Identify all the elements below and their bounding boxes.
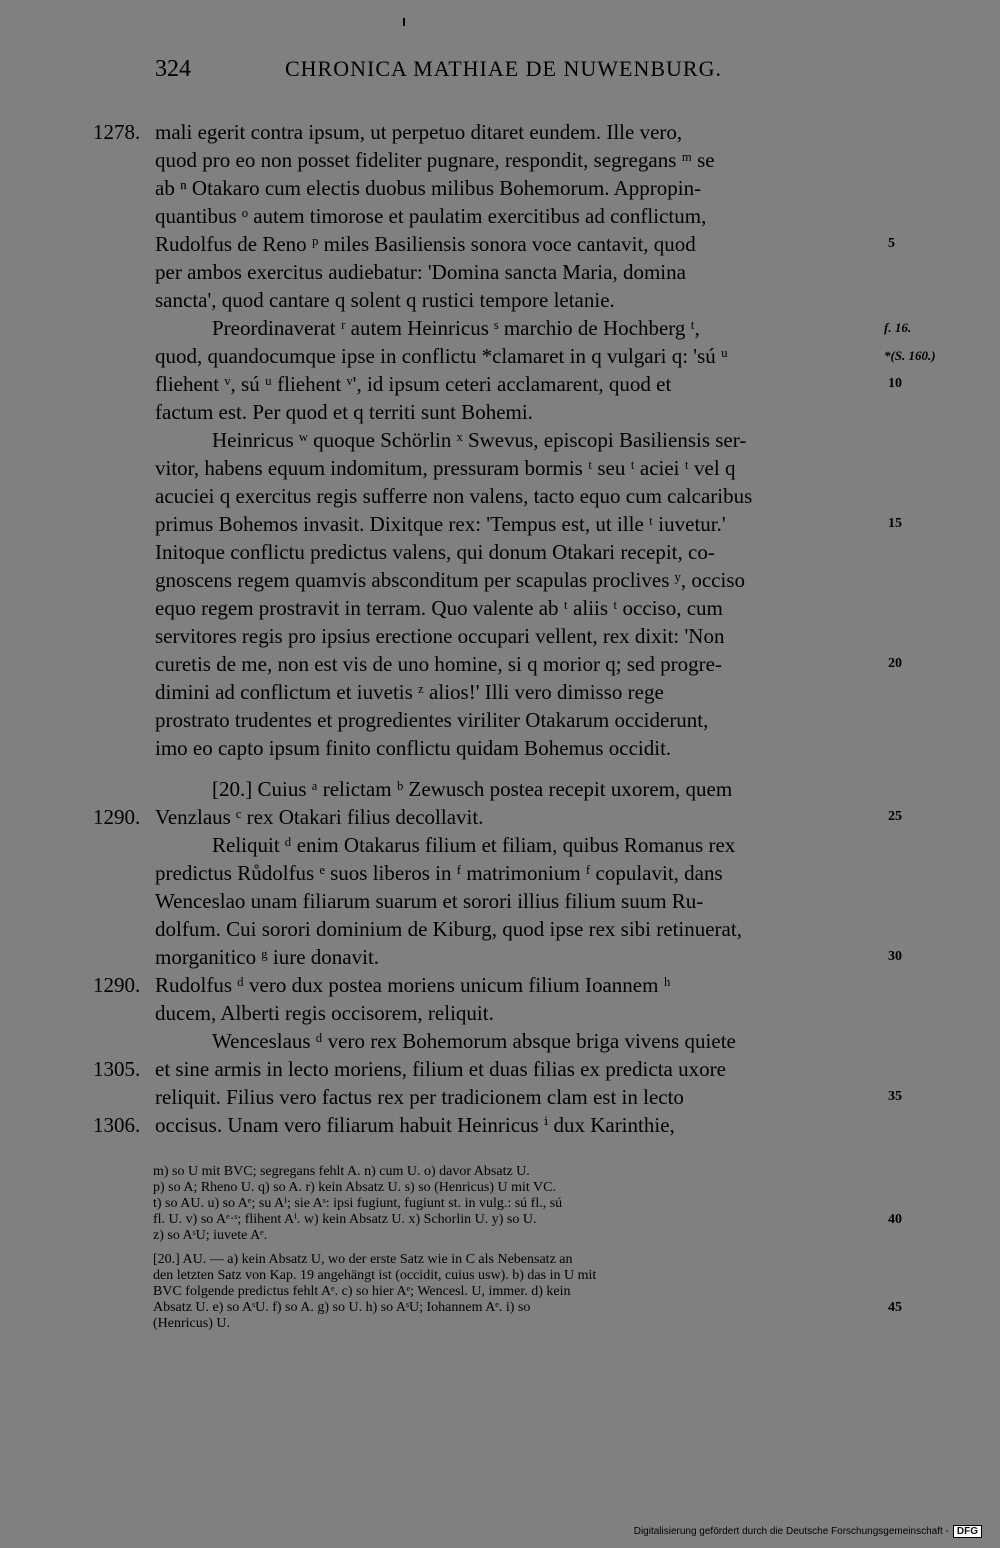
margin-note: *(S. 160.) — [884, 348, 936, 363]
text-line: Initoque conflictu predictus valens, qui donum Otakari recepit, co- — [155, 540, 715, 564]
dfg-logo: DFG — [953, 1525, 982, 1538]
text-line: morganitico ᵍ iure donavit. — [155, 945, 380, 969]
year-margin: 1305. — [93, 1057, 141, 1081]
page-number: 324 — [155, 56, 191, 82]
footnote-line: BVC folgende predictus fehlt Aᵉ. c) so hier Aᵉ; Wencesl. U, immer. d) kein — [153, 1284, 571, 1299]
page-title: CHRONICA MATHIAE DE NUWENBURG. — [285, 56, 722, 81]
year-margin: 1290. — [93, 973, 141, 997]
footnote-line: den letzten Satz von Kap. 19 angehängt ist (occidit, cuius usw). b) das in U mit — [153, 1268, 597, 1283]
text-line: quod, quandocumque ipse in conflictu *clamaret in q vulgari q: 'sú ᵘ — [155, 344, 728, 368]
line-number: 40 — [888, 1212, 902, 1227]
footnote-line: Absatz U. e) so AˢU. f) so A. g) so U. h) so AˢU; Iohannem Aᵉ. i) so — [153, 1300, 531, 1315]
text-line: primus Bohemos invasit. Dixitque rex: 'Tempus est, ut ille ᵗ iuvetur.' — [155, 512, 726, 536]
text-line: Wenceslaus ᵈ vero rex Bohemorum absque briga vivens quiete — [212, 1029, 736, 1053]
text-line: servitores regis pro ipsius erectione occupari vellent, rex dixit: 'Non — [155, 624, 725, 648]
footnote-line: p) so A; Rheno U. q) so A. r) kein Absatz U. s) so (Henricus) U mit VC. — [153, 1180, 556, 1195]
line-number: 35 — [888, 1089, 902, 1104]
text-line: [20.] Cuius ᵃ relictam ᵇ Zewusch postea recepit uxorem, quem — [212, 777, 733, 801]
footnote-line: t) so AU. u) so Aᵉ; su Aⁱ; sie Aˢ: ipsi fugiunt, fugiunt st. in vulg.: sú fl., sú — [153, 1196, 563, 1211]
line-number: 10 — [888, 376, 902, 391]
running-header — [155, 56, 875, 92]
year-margin: 1306. — [93, 1113, 141, 1137]
text-line: prostrato trudentes et progredientes viriliter Otakarum occiderunt, — [155, 708, 709, 732]
text-line: predictus Růdolfus ᵉ suos liberos in ᶠ matrimonium ᶠ copulavit, dans — [155, 861, 723, 885]
text-line: dolfum. Cui sorori dominium de Kiburg, quod ipse rex sibi retinuerat, — [155, 917, 742, 941]
footnote-line: (Henricus) U. — [153, 1316, 230, 1331]
text-line: Rudolfus ᵈ vero dux postea moriens unicum filium Ioannem ʰ — [155, 973, 671, 997]
year-margin: 1290. — [93, 805, 141, 829]
text-line: factum est. Per quod et q territi sunt Bohemi. — [155, 400, 533, 424]
text-line: quantibus ᵒ autem timorose et paulatim exercitibus ad conflictum, — [155, 204, 707, 228]
text-line: sancta', quod cantare q solent q rustici tempore letanie. — [155, 288, 615, 312]
line-number: 25 — [888, 809, 902, 824]
text-line: imo eo capto ipsum finito conflictu quidam Bohemus occidit. — [155, 736, 672, 760]
text-line: gnoscens regem quamvis absconditum per scapulas proclives ʸ, occiso — [155, 568, 745, 592]
footnote-line: fl. U. v) so Aᵉ·ˢ; flihent Aⁱ. w) kein Absatz U. x) Schorlin U. y) so U. — [153, 1212, 537, 1227]
text-line: Reliquit ᵈ enim Otakarus filium et filiam, quibus Romanus rex — [212, 833, 736, 857]
text-line: fliehent ᵛ, sú ᵘ fliehent ᵛ', id ipsum ceteri acclamarent, quod et — [155, 372, 672, 396]
line-number: 20 — [888, 656, 902, 671]
line-number: 45 — [888, 1300, 902, 1315]
line-number: 30 — [888, 949, 902, 964]
line-number: 5 — [888, 236, 895, 251]
text-line: occisus. Unam vero filiarum habuit Heinricus ⁱ dux Karinthie, — [155, 1113, 675, 1137]
text-line: Heinricus ʷ quoque Schörlin ˣ Swevus, episcopi Basiliensis ser- — [212, 428, 747, 452]
text-line: equo regem prostravit in terram. Quo valente ab ᵗ aliis ᵗ occiso, cum — [155, 596, 723, 620]
scan-mark — [403, 18, 405, 26]
text-line: Venzlaus ᶜ rex Otakari filius decollavit. — [155, 805, 484, 829]
footnote-line: z) so AˢU; iuvete Aᵉ. — [153, 1228, 268, 1243]
text-line: Rudolfus de Reno ᵖ miles Basiliensis sonora voce cantavit, quod — [155, 232, 696, 256]
year-margin: 1278. — [93, 120, 141, 144]
text-line: ducem, Alberti regis occisorem, reliquit. — [155, 1001, 494, 1025]
text-line: Wenceslao unam filiarum suarum et sorori illius filium suum Ru- — [155, 889, 704, 913]
footnote-line: m) so U mit BVC; segregans fehlt A. n) cum U. o) davor Absatz U. — [153, 1164, 530, 1179]
footer-credit — [634, 1525, 982, 1538]
text-line: curetis de me, non est vis de uno homine, si q morior q; sed progre- — [155, 652, 722, 676]
text-line: et sine armis in lecto moriens, filium et duas filias ex predicta uxore — [155, 1057, 726, 1081]
footnote-line: [20.] AU. — a) kein Absatz U, wo der erste Satz wie in C als Nebensatz an — [153, 1252, 573, 1267]
text-line: mali egerit contra ipsum, ut perpetuo ditaret eundem. Ille vero, — [155, 120, 683, 144]
text-line: acuciei q exercitus regis sufferre non valens, tacto equo cum calcaribus — [155, 484, 753, 508]
margin-note: f. 16. — [884, 320, 912, 335]
footer-text: Digitalisierung gefördert durch die Deutsche Forschungsgemeinschaft - — [633, 1526, 949, 1537]
text-line: per ambos exercitus audiebatur: 'Domina sancta Maria, domina — [155, 260, 686, 284]
text-line: Preordinaverat ʳ autem Heinricus ˢ marchio de Hochberg ᵗ, — [212, 316, 700, 340]
text-line: vitor, habens equum indomitum, pressuram bormis ᵗ seu ᵗ aciei ᵗ vel q — [155, 456, 736, 480]
text-line: ab ⁿ Otakaro cum electis duobus milibus Bohemorum. Appropin- — [155, 176, 702, 200]
line-number: 15 — [888, 516, 902, 531]
text-line: reliquit. Filius vero factus rex per tradicionem clam est in lecto — [155, 1085, 684, 1109]
text-line: quod pro eo non posset fideliter pugnare, respondit, segregans ᵐ se — [155, 148, 715, 172]
text-line: dimini ad conflictum et iuvetis ᶻ alios!' Illi vero dimisso rege — [155, 680, 664, 704]
